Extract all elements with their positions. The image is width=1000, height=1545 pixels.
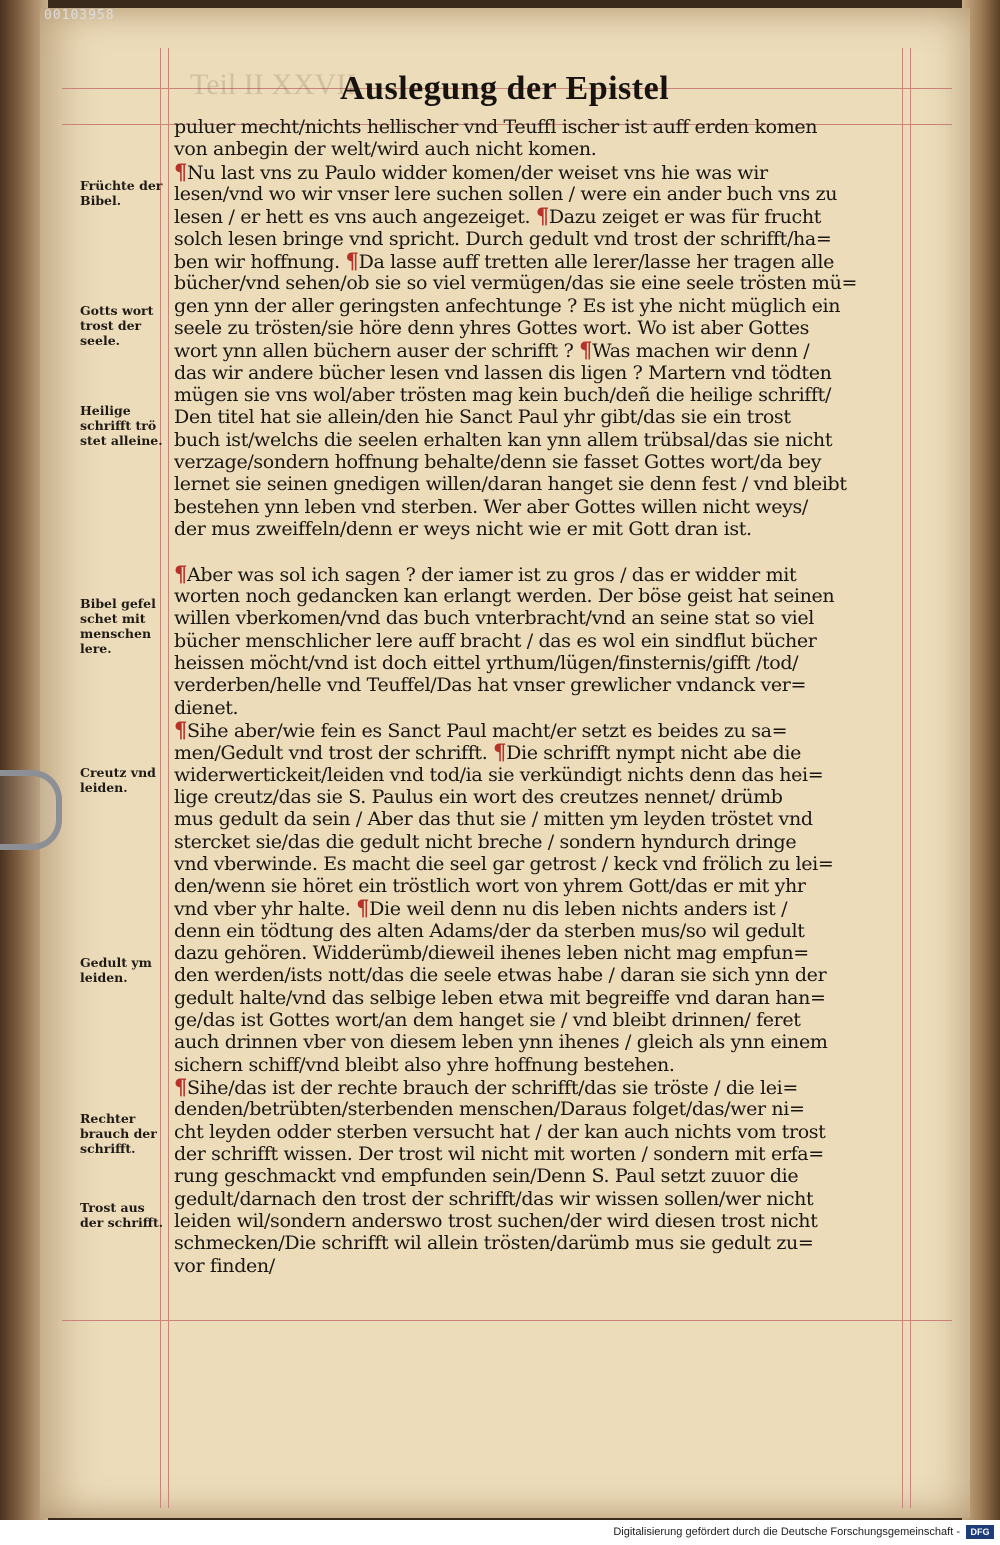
margin-note-line: Früchte der xyxy=(80,178,163,193)
margin-note-line: der schrifft. xyxy=(80,1215,164,1230)
text-line: lesen / er hett es vns auch angezeiget. ¶Dazu zeiget er was für frucht xyxy=(174,205,822,228)
text-line: worten noch gedancken kan erlangt werden. Der böse geist hat seinen xyxy=(174,584,835,607)
body-text xyxy=(174,116,900,1277)
red-rule-right-outer xyxy=(910,48,911,1508)
footer-credit: Digitalisierung gefördert durch die Deutsche Forschungsgemeinschaft - xyxy=(613,1526,960,1538)
text-line: solch lesen bringe vnd spricht. Durch gedult vnd trost der schrifft/ha= xyxy=(174,227,832,250)
margin-note-line: Rechter xyxy=(80,1111,136,1126)
text-line: der schrifft wissen. Der trost wil nicht mit worten / sondern mit erfa= xyxy=(174,1143,824,1166)
paragraph-mark: ¶ xyxy=(535,205,549,228)
text-line: rung geschmackt vnd empfunden sein/Denn S. Paul setzt zuuor die xyxy=(174,1165,799,1188)
text-line: willen vberkomen/vnd das buch vnterbracht/vnd an seine stat so viel xyxy=(174,607,814,630)
text-line: mus gedult da sein / Aber das thut sie / mitten ym leyden tröstet vnd xyxy=(174,808,813,831)
margin-note-line: Creutz vnd xyxy=(80,765,156,780)
red-rule-bottom xyxy=(62,1320,952,1321)
text-line: ¶Sihe aber/wie fein es Sanct Paul macht/er setzt es beides zu sa= xyxy=(174,718,788,742)
text-line: ben wir hoffnung. ¶Da lasse auff tretten alle lerer/lasse her tragen alle xyxy=(174,249,835,273)
text-line: von anbegin der welt/wird auch nicht komen. xyxy=(174,138,597,161)
paragraph-mark: ¶ xyxy=(356,897,370,920)
margin-note-line: brauch der xyxy=(80,1126,157,1141)
text-line: stercket sie/das die gedult nicht breche / sondern hyndurch dringe xyxy=(174,830,797,853)
running-head: Auslegung der Epistel xyxy=(340,70,670,107)
text-line: lesen/vnd wo wir vnser lere suchen sollen / were ein ander buch vns zu xyxy=(174,182,838,205)
text-line: den werden/ists nott/das die seele etwas habe / daran sie sich ynn der xyxy=(174,964,827,987)
text-line: ¶Nu last vns zu Paulo widder komen/der weiset vns hie was wir xyxy=(174,160,768,183)
text-line: wort ynn allen büchern auser der schrifft ? ¶Was machen wir denn / xyxy=(174,339,810,362)
text-line: vor finden/ xyxy=(174,1254,275,1277)
margin-note xyxy=(80,178,168,208)
text-line: schmecken/Die schrifft wil allein trösten/darümb mus sie gedult zu= xyxy=(174,1232,814,1255)
paper-clip xyxy=(0,770,62,850)
text-line: heissen möcht/vnd ist doch eittel yrthum/lügen/finsternis/gifft /tod/ xyxy=(174,651,799,674)
text-line: den/wenn sie höret ein tröstlich wort von yhrem Gott/das er mit yhr xyxy=(174,875,806,898)
margin-note-line: Heilige xyxy=(80,403,131,418)
margin-note-line: schrifft. xyxy=(80,1141,136,1156)
margin-note xyxy=(80,1111,168,1156)
text-line: das wir andere bücher lesen vnd lassen dis ligen ? Martern vnd tödten xyxy=(174,361,832,384)
text-line: dienet. xyxy=(174,696,239,719)
margin-note-line: seele. xyxy=(80,333,120,348)
text-line: vnd vberwinde. Es macht die seel gar getrost / keck vnd frölich zu lei= xyxy=(174,852,834,875)
margin-note xyxy=(80,765,168,795)
margin-note xyxy=(80,955,168,985)
text-line: verderben/helle vnd Teuffel/Das hat vnser grewlicher vndanck ver= xyxy=(174,674,807,697)
text-line xyxy=(174,540,900,562)
text-line: buch ist/welchs die seelen erhalten kan ynn allem trübsal/das sie nicht xyxy=(174,428,833,451)
margin-note-line: Gedult ym xyxy=(80,955,152,970)
text-line: der mus zweiffeln/denn er weys nicht wie er mit Gott dran ist. xyxy=(174,517,752,540)
red-rule-left-inner xyxy=(168,48,169,1508)
text-line: men/Gedult vnd trost der schrifft. ¶Die schrifft nympt nicht abe die xyxy=(174,741,801,764)
text-line: bücher menschlicher lere auff bracht / das es wol ein sindflut bücher xyxy=(174,629,817,652)
text-line: denden/betrübten/sterbenden menschen/Daraus folget/das/wer ni= xyxy=(174,1098,805,1121)
text-line: denn ein tödtung des alten Adams/der da sterben mus/so wil gedult xyxy=(174,919,805,942)
paragraph-mark: ¶ xyxy=(174,1076,188,1099)
margin-note-line: Bibel gefel xyxy=(80,596,156,611)
paragraph-mark: ¶ xyxy=(174,718,188,742)
text-line: dazu gehören. Widderümb/dieweil ihenes leben nicht mag empfun= xyxy=(174,942,809,965)
dfg-logo: DFG xyxy=(966,1525,994,1539)
text-line: gen ynn der aller geringsten anfechtunge ? Es ist yhe nicht müglich ein xyxy=(174,294,841,317)
margin-note-line: Trost aus xyxy=(80,1200,145,1215)
paragraph-mark: ¶ xyxy=(345,249,359,273)
text-line: mügen sie vns wol/aber trösten mag kein buch/deñ die heilige schrifft/ xyxy=(174,383,831,406)
text-line: cht leyden odder sterben versucht hat / der kan auch nichts vom trost xyxy=(174,1120,826,1143)
text-line: auch drinnen vber von diesem leben ynn ihenes / gleich als ynn einem xyxy=(174,1031,828,1054)
margin-note xyxy=(80,1200,168,1230)
margin-note-line: schet mit xyxy=(80,611,146,626)
margin-note-line: schrifft trö xyxy=(80,418,157,433)
text-line: ¶Sihe/das ist der rechte brauch der schrifft/das sie tröste / die lei= xyxy=(174,1076,798,1099)
text-line: widerwertickeit/leiden vnd tod/ia sie verkündigt nichts denn das hei= xyxy=(174,763,824,786)
paragraph-mark: ¶ xyxy=(579,339,593,362)
bleed-through-head: Teil II XXVII xyxy=(190,68,357,101)
margin-note-line: menschen xyxy=(80,626,152,641)
margin-note xyxy=(80,403,168,448)
text-line: puluer mecht/nichts hellischer vnd Teuffl ischer ist auff erden komen xyxy=(174,116,818,138)
text-line: Den titel hat sie allein/den hie Sanct Paul yhr gibt/das sie ein trost xyxy=(174,406,791,429)
text-line: verzage/sondern hoffnung behalte/denn sie fasset Gottes wort/da bey xyxy=(174,450,822,473)
margin-note xyxy=(80,596,168,656)
text-line: sichern schiff/vnd bleibt also yhre hoffnung bestehen. xyxy=(174,1053,675,1076)
text-line: ge/das ist Gottes wort/an dem hanget sie / vnd bleibt drinnen/ feret xyxy=(174,1009,801,1032)
text-line: vnd vber yhr halte. ¶Die weil denn nu dis leben nichts anders ist / xyxy=(174,897,788,920)
margin-note xyxy=(80,303,168,348)
margin-note-line: leiden. xyxy=(80,970,128,985)
margin-note-line: leiden. xyxy=(80,780,128,795)
margin-note-line: lere. xyxy=(80,641,112,656)
text-line: gedult/darnach den trost der schrifft/das wir wissen sollen/wer nicht xyxy=(174,1187,814,1210)
paragraph-mark: ¶ xyxy=(493,741,507,764)
paragraph-mark: ¶ xyxy=(174,562,188,585)
text-line: lige creutz/das sie S. Paulus ein wort des creutzes nennet/ drümb xyxy=(174,785,783,808)
margin-note-line: Gotts wort xyxy=(80,303,154,318)
text-line: bücher/vnd sehen/ob sie so viel vermügen/das sie eine seele trösten mü= xyxy=(174,272,858,295)
book-page xyxy=(40,8,970,1518)
text-line: gedult halte/vnd das selbige leben etwa mit begreiffe vnd daran han= xyxy=(174,986,826,1009)
margin-note-line: Bibel. xyxy=(80,193,122,208)
text-line: lernet sie seinen gnedigen willen/daran hanget sie denn fest / vnd bleibt xyxy=(174,473,847,496)
paragraph-mark: ¶ xyxy=(174,160,188,183)
text-line: leiden wil/sondern anderswo trost suchen/der wird diesen trost nicht xyxy=(174,1210,818,1233)
margin-note-line: stet alleine. xyxy=(80,433,163,448)
text-line: bestehen ynn leben vnd sterben. Wer aber Gottes willen nicht weys/ xyxy=(174,495,808,518)
text-line: seele zu trösten/sie höre denn yhres Gottes wort. Wo ist aber Gottes xyxy=(174,316,810,339)
scan-stamp: 00103958 xyxy=(44,8,115,23)
margin-note-line: trost der xyxy=(80,318,142,333)
red-rule-right-inner xyxy=(902,48,903,1508)
text-line: ¶Aber was sol ich sagen ? der iamer ist zu gros / das er widder mit xyxy=(174,562,797,585)
